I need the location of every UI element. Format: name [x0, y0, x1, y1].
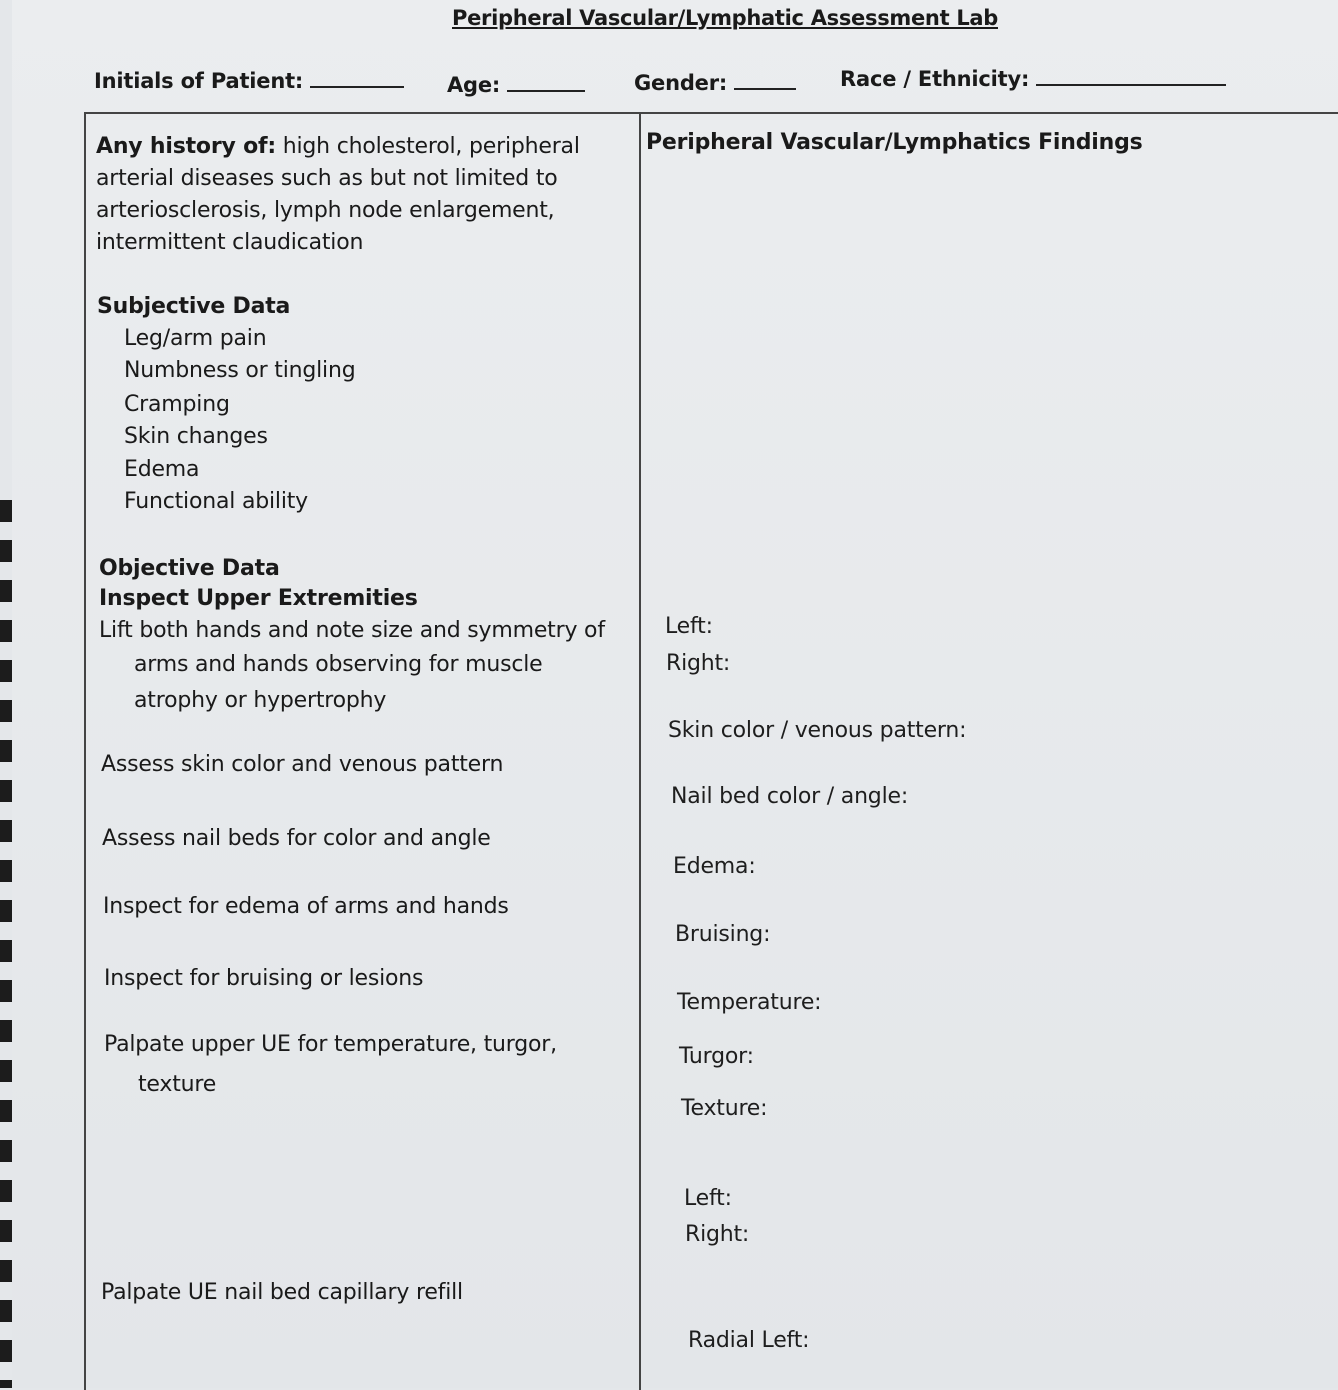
texture-finding[interactable]: Texture:: [681, 1096, 768, 1121]
page-title: Peripheral Vascular/Lymphatic Assessment Lab: [452, 6, 998, 30]
race-blank[interactable]: [1036, 66, 1226, 86]
subjective-item: Leg/arm pain: [124, 326, 267, 351]
assessment-sheet: [12, 0, 1338, 1388]
subjective-item: Functional ability: [124, 489, 308, 514]
initials-blank[interactable]: [310, 68, 404, 88]
history-label: Any history of:: [96, 134, 276, 159]
age-label: Age:: [447, 73, 501, 97]
bruising-item: Inspect for bruising or lesions: [104, 966, 424, 991]
radial-left-finding[interactable]: Radial Left:: [688, 1328, 810, 1353]
lift-hands-line-3: atrophy or hypertrophy: [134, 688, 387, 713]
column-divider: [639, 114, 641, 1390]
temperature-finding[interactable]: Temperature:: [677, 990, 822, 1015]
notebook-binding: [0, 500, 12, 1388]
subjective-item: Numbness or tingling: [124, 358, 356, 383]
assessment-table: [84, 112, 1338, 1390]
edema-finding[interactable]: Edema:: [673, 854, 756, 879]
skin-color-item: Assess skin color and venous pattern: [101, 752, 504, 777]
gender-blank[interactable]: [734, 70, 796, 90]
findings-right-label[interactable]: Right:: [666, 651, 731, 676]
subjective-item: Skin changes: [124, 424, 268, 449]
lift-hands-line-2: arms and hands observing for muscle: [134, 652, 543, 677]
edema-item: Inspect for edema of arms and hands: [103, 894, 509, 919]
race-field: [840, 66, 1226, 91]
initials-field: [94, 68, 404, 93]
history-line-1: [96, 134, 580, 159]
objective-heading: Objective Data: [99, 556, 280, 581]
subjective-heading: Subjective Data: [97, 294, 291, 319]
nail-bed-finding[interactable]: Nail bed color / angle:: [671, 784, 909, 809]
nail-beds-item: Assess nail beds for color and angle: [102, 826, 491, 851]
history-text-4: intermittent claudication: [96, 230, 364, 255]
inspect-upper-heading: Inspect Upper Extremities: [99, 586, 418, 611]
age-field: [447, 72, 585, 97]
cap-refill-right-finding[interactable]: Right:: [685, 1222, 750, 1247]
turgor-finding[interactable]: Turgor:: [679, 1044, 754, 1069]
bruising-finding[interactable]: Bruising:: [675, 922, 771, 947]
age-blank[interactable]: [507, 72, 585, 92]
subjective-item: Cramping: [124, 392, 230, 417]
skin-color-finding[interactable]: Skin color / venous pattern:: [668, 718, 967, 743]
history-text-3: arteriosclerosis, lymph node enlargement,: [96, 198, 555, 223]
race-label: Race / Ethnicity:: [840, 67, 1030, 91]
subjective-item: Edema: [124, 457, 200, 482]
findings-heading: Peripheral Vascular/Lymphatics Findings: [646, 130, 1143, 155]
history-text-1: high cholesterol, peripheral: [282, 134, 580, 159]
initials-label: Initials of Patient:: [94, 69, 304, 93]
history-text-2: arterial diseases such as but not limited to: [96, 166, 558, 191]
palpate-line-2: texture: [138, 1072, 217, 1097]
palpate-line-1: Palpate upper UE for temperature, turgor,: [104, 1032, 557, 1057]
cap-refill-left-finding[interactable]: Left:: [684, 1186, 732, 1211]
gender-label: Gender:: [634, 71, 728, 95]
capillary-refill-item: Palpate UE nail bed capillary refill: [101, 1280, 463, 1305]
lift-hands-line-1: Lift both hands and note size and symmetry of: [99, 618, 605, 643]
findings-left-label[interactable]: Left:: [665, 614, 713, 639]
gender-field: [634, 70, 796, 95]
